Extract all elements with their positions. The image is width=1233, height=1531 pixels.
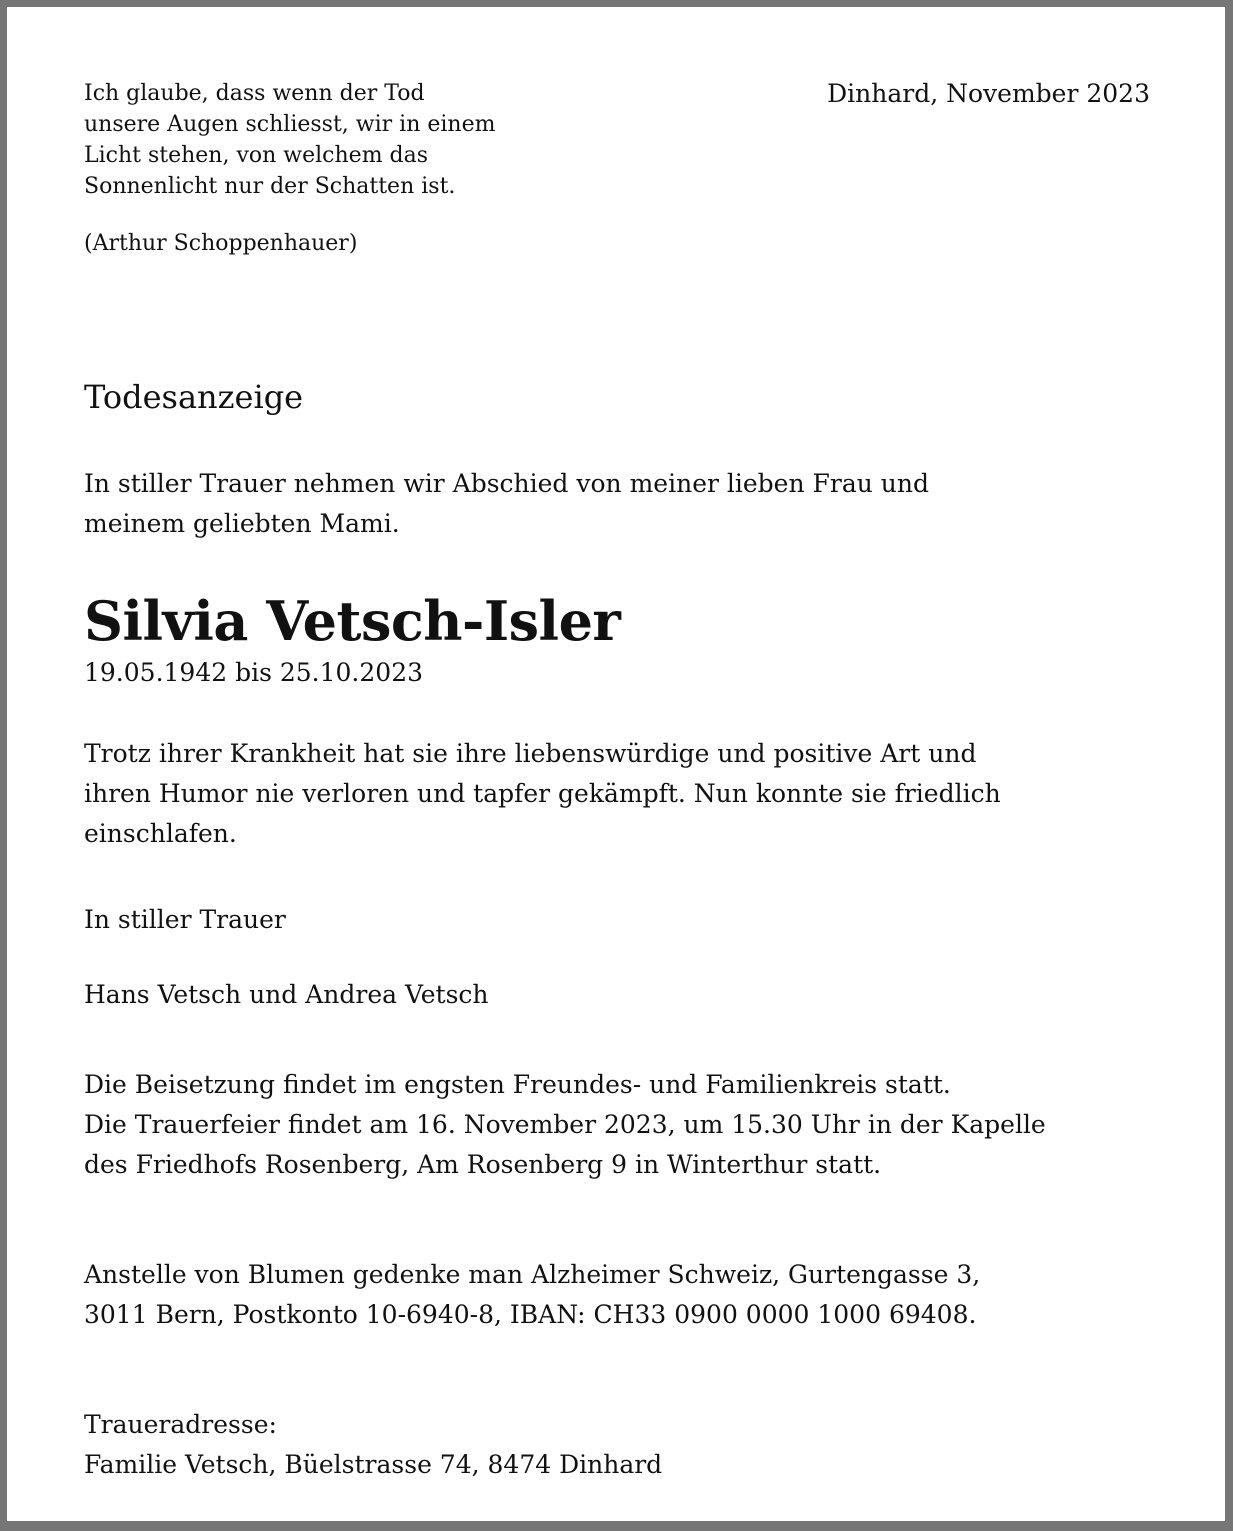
mourners-names: Hans Vetsch und Andrea Vetsch: [84, 980, 489, 1009]
mourning-address-block: [84, 1405, 1157, 1485]
quote-line: Ich glaube, dass wenn der Tod: [84, 81, 425, 106]
document-content: [7, 7, 1225, 1521]
tribute-paragraph: [84, 734, 1157, 854]
quote-attribution: (Arthur Schoppenhauer): [84, 231, 358, 256]
funeral-line: des Friedhofs Rosenberg, Am Rosenberg 9 in Winterthur statt.: [84, 1150, 882, 1179]
tribute-line: ihren Humor nie verloren und tapfer gekämpft. Nun konnte sie friedlich: [84, 779, 1001, 808]
funeral-line: Die Trauerfeier findet am 16. November 2023, um 15.30 Uhr in der Kapelle: [84, 1110, 1046, 1139]
intro-line: meinem geliebten Mami.: [84, 509, 400, 538]
address-value: Familie Vetsch, Büelstrasse 74, 8474 Dinhard: [84, 1450, 663, 1479]
intro-paragraph: [84, 464, 1157, 544]
tribute-line: einschlafen.: [84, 819, 237, 848]
life-dates: 19.05.1942 bis 25.10.2023: [84, 658, 424, 687]
donation-line: 3011 Bern, Postkonto 10-6940-8, IBAN: CH33 0900 0000 1000 69408.: [84, 1300, 977, 1329]
quote-line: Sonnenlicht nur der Schatten ist.: [84, 174, 456, 199]
address-label: Traueradresse:: [84, 1410, 277, 1439]
funeral-details-paragraph: [84, 1065, 1157, 1185]
epigraph-quote: [84, 78, 495, 202]
tribute-line: Trotz ihrer Krankheit hat sie ihre liebenswürdige und positive Art und: [84, 739, 977, 768]
quote-line: Licht stehen, von welchem das: [84, 143, 429, 168]
donation-paragraph: [84, 1255, 1157, 1335]
intro-line: In stiller Trauer nehmen wir Abschied von meiner lieben Frau und: [84, 469, 929, 498]
funeral-line: Die Beisetzung findet im engsten Freundes- und Familienkreis statt.: [84, 1070, 951, 1099]
place-date-line: Dinhard, November 2023: [827, 79, 1150, 108]
mourning-phrase: In stiller Trauer: [84, 905, 286, 934]
quote-line: unsere Augen schliesst, wir in einem: [84, 112, 496, 137]
donation-line: Anstelle von Blumen gedenke man Alzheimer Schweiz, Gurtengasse 3,: [84, 1260, 981, 1289]
document-header: [84, 78, 1157, 202]
notice-title: Todesanzeige: [84, 378, 304, 416]
deceased-name: Silvia Vetsch-Isler: [84, 589, 621, 653]
